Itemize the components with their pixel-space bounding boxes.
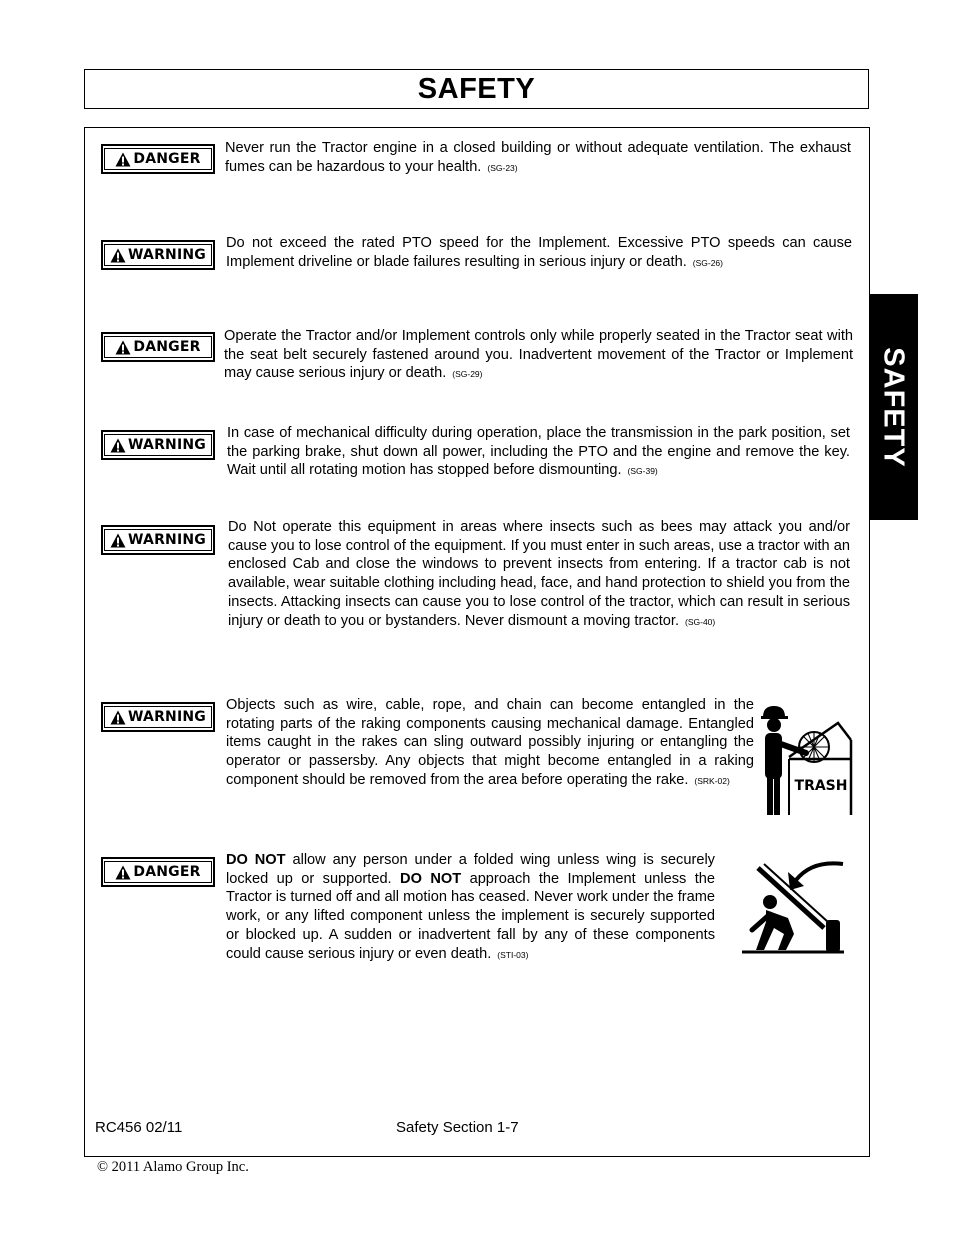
warning-triangle-icon	[110, 248, 126, 263]
message-code: (SG-29)	[452, 369, 483, 380]
trash-label: TRASH	[794, 778, 848, 794]
page-title: SAFETY	[417, 72, 536, 105]
message-code: (SG-23)	[487, 162, 518, 173]
trash-entanglement-icon	[758, 703, 854, 817]
section-side-tab	[869, 294, 918, 520]
footer-model-date: RC456 02/11	[95, 1119, 183, 1136]
message-code: (SG-26)	[692, 257, 723, 268]
message-code: (SG-39)	[627, 466, 658, 477]
content-frame	[84, 127, 870, 1157]
warning-badge	[101, 430, 215, 460]
badge-label: DANGER	[133, 151, 201, 167]
footer-page-number: Safety Section 1-7	[396, 1119, 519, 1136]
badge-label: DANGER	[133, 864, 201, 880]
copyright-notice: © 2011 Alamo Group Inc.	[97, 1159, 249, 1175]
side-tab-label: SAFETY	[878, 346, 910, 468]
safety-message: Never run the Tractor engine in a closed building or without adequate ventilation. The exhaust fumes can be hazardous to your health. (SG-23)	[225, 140, 851, 175]
warning-triangle-icon	[115, 152, 131, 167]
badge-label: WARNING	[128, 532, 206, 548]
safety-message: Objects such as wire, cable, rope, and chain can become entangled in the rotating parts of the raking components causing mechanical damage. Entangled items caught in the rakes can sling outward possibly injuring or entangling the operator or passersby. Any objects that might become entangled in a raking component should be removed from the area before operating the rake. (SRK-02)	[226, 697, 754, 788]
warning-triangle-icon	[110, 710, 126, 725]
message-code: (SG-40)	[685, 616, 716, 627]
page-header	[84, 69, 869, 109]
warning-triangle-icon	[115, 865, 131, 880]
message-code: (STI-03)	[497, 949, 529, 960]
badge-label: WARNING	[128, 709, 206, 725]
badge-label: WARNING	[128, 437, 206, 453]
warning-triangle-icon	[110, 438, 126, 453]
warning-triangle-icon	[110, 533, 126, 548]
warning-triangle-icon	[115, 340, 131, 355]
message-code: (SRK-02)	[694, 775, 730, 786]
danger-badge	[101, 857, 215, 887]
safety-message: Do Not operate this equipment in areas where insects such as bees may attack you and/or cause you to lose control of the equipment. If you must enter in such areas, use a tractor with an enclosed Cab and close the windows to prevent insects from entering. If a tractor cab is not available, wear suitable clothing including head, face, and hand protection to shield you from the insects. Attacking insects can cause you to lose control of the tractor, which can result in serious injury or death to you or bystanders. Never dismount a moving tractor. (SG-40)	[228, 519, 850, 629]
badge-label: DANGER	[133, 339, 201, 355]
warning-badge	[101, 702, 215, 732]
danger-badge	[101, 332, 215, 362]
safety-message: DO NOT allow any person under a folded wing unless wing is securely locked up or supported. DO NOT approach the Implement unless the Tractor is turned off and all motion has ceased. Never work under the frame work, or any lifted component unless the implement is securely supported or blocked up. A sudden or inadvertent fall by any of these components could cause serious injury or even death. (STI-03)	[226, 852, 715, 962]
safety-message: Operate the Tractor and/or Implement controls only while properly seated in the Tractor seat with the seat belt securely fastened around you. Inadvertent movement of the Tractor or Implement may cause serious injury or death. (SG-29)	[224, 328, 853, 382]
safety-message: Do not exceed the rated PTO speed for the Implement. Excessive PTO speeds can cause Implement driveline or blade failures resulting in serious injury or death. (SG-26)	[226, 235, 852, 270]
warning-badge	[101, 525, 215, 555]
warning-badge	[101, 240, 215, 270]
safety-message: In case of mechanical difficulty during operation, place the transmission in the park position, set the parking brake, shut down all power, including the PTO and the engine and remove the key. Wait until all rotating motion has stopped before dismounting. (SG-39)	[227, 425, 850, 479]
danger-badge	[101, 144, 215, 174]
badge-label: WARNING	[128, 247, 206, 263]
falling-wing-icon	[740, 858, 848, 956]
